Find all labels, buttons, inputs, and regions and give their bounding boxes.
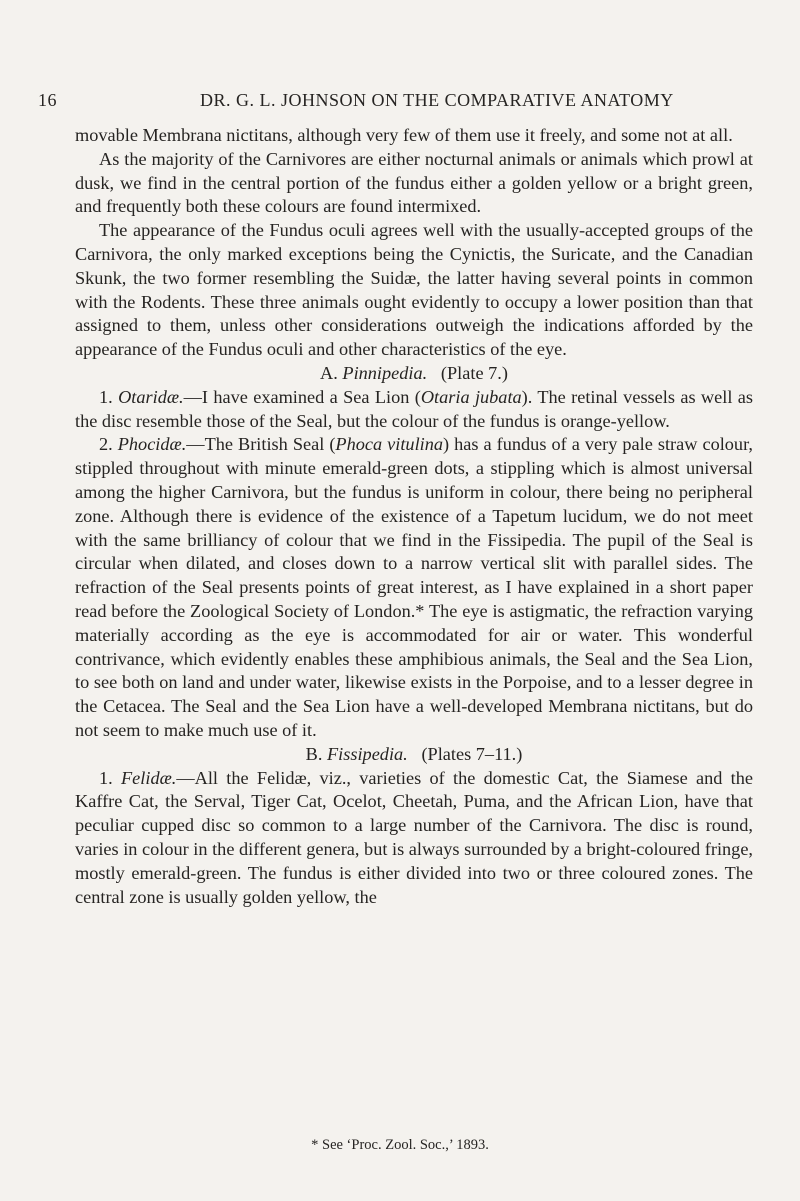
species-name: Otaria jubata: [420, 386, 522, 407]
item-number: 1.: [99, 767, 113, 788]
paragraph-continued: movable Membrana nictitans, although very few of them use it freely, and some not at all.: [75, 125, 733, 145]
section-heading-pinnipedia: [75, 362, 753, 386]
text-fragment: —The British Seal (: [186, 434, 336, 455]
page-number: 16: [38, 90, 57, 110]
paragraph-otaridae: [75, 386, 753, 434]
text-fragment: ). The retinal vessels as well as the disc resemble those of the Seal, but the colour of the fundus is orange-yellow.: [75, 386, 753, 431]
page-header: [0, 90, 800, 116]
running-title: DR. G. L. JOHNSON ON THE COMPARATIVE ANATOMY: [200, 90, 674, 110]
family-name: Phocidæ.: [117, 434, 187, 455]
text-fragment: —All the Felidæ, viz., varieties of the domestic Cat, the Siamese and the Kaffre Cat, the Serval, Tiger Cat, Ocelot, Cheetah, Puma, and the African Lion, have that peculiar cupped disc so common to a large number of the Carnivora. The disc is round, varies in colour in the different genera, but is always surrounded by a bright-coloured fringe, mostly emerald-green. The fundus is either divided into two or three coloured zones. The central zone is usually golden yellow, the: [75, 767, 753, 907]
text-fragment: —I have examined a Sea Lion (: [183, 386, 421, 407]
section-letter: A.: [320, 362, 338, 383]
paragraph: The appearance of the Fundus oculi agrees well with the usually-accepted groups of the Carnivora, the only marked exceptions being the Cynictis, the Suricate, and the Canadian Skunk, the two former resembling the Suidæ, the latter having several points in common with the Rodents. These three animals ought evidently to occupy a lower position than that assigned to them, unless other considerations outweigh the indications afforded by the appearance of the Fundus oculi and other characteristics of the eye.: [75, 220, 753, 360]
item-number: 2.: [99, 434, 113, 455]
section-letter: B.: [305, 743, 323, 764]
paragraph-phocidae: [75, 433, 753, 742]
section-plate: (Plates 7–11.): [421, 743, 523, 764]
paragraph: As the majority of the Carnivores are either nocturnal animals or animals which prowl at dusk, we find in the central portion of the fundus either a golden yellow or a bright green, and frequently both these colours are found intermixed.: [75, 148, 753, 217]
section-plate: (Plate 7.): [440, 362, 508, 383]
family-name: Felidæ.: [121, 767, 177, 788]
section-name: Pinnipedia.: [342, 362, 428, 383]
paragraph-felidae: [75, 767, 753, 910]
item-number: 1.: [99, 386, 113, 407]
section-heading-fissipedia: [75, 743, 753, 767]
section-name: Fissipedia.: [327, 743, 408, 764]
page-body: [75, 124, 753, 909]
family-name: Otaridæ.: [118, 386, 184, 407]
species-name: Phoca vitulina: [335, 434, 444, 455]
text-fragment: ) has a fundus of a very pale straw colour, stippled throughout with minute emerald-green dots, a stippling which is almost universal among the higher Carnivora, but the fundus is uniform in colour, there being no peripheral zone. Although there is evidence of the existence of a Tapetum lucidum, we do not meet with the same brilliancy of colour that we find in the Fissipedia. The pupil of the Seal is circular when dilated, and closes down to a narrow vertical slit with parallel sides. The refraction of the Seal presents points of great interest, as I have explained in a short paper read before the Zoological Society of London.* The eye is astigmatic, the refraction varying materially according as the eye is accommodated for air or water. This wonderful contrivance, which evidently enables these amphibious animals, the Seal and the Sea Lion, to see both on land and under water, likewise exists in the Porpoise, and to a lesser degree in the Cetacea. The Seal and the Sea Lion have a well-developed Membrana nictitans, but do not seem to make much use of it.: [75, 434, 753, 740]
footnote: * See ‘Proc. Zool. Soc.,’ 1893.: [311, 1137, 489, 1153]
